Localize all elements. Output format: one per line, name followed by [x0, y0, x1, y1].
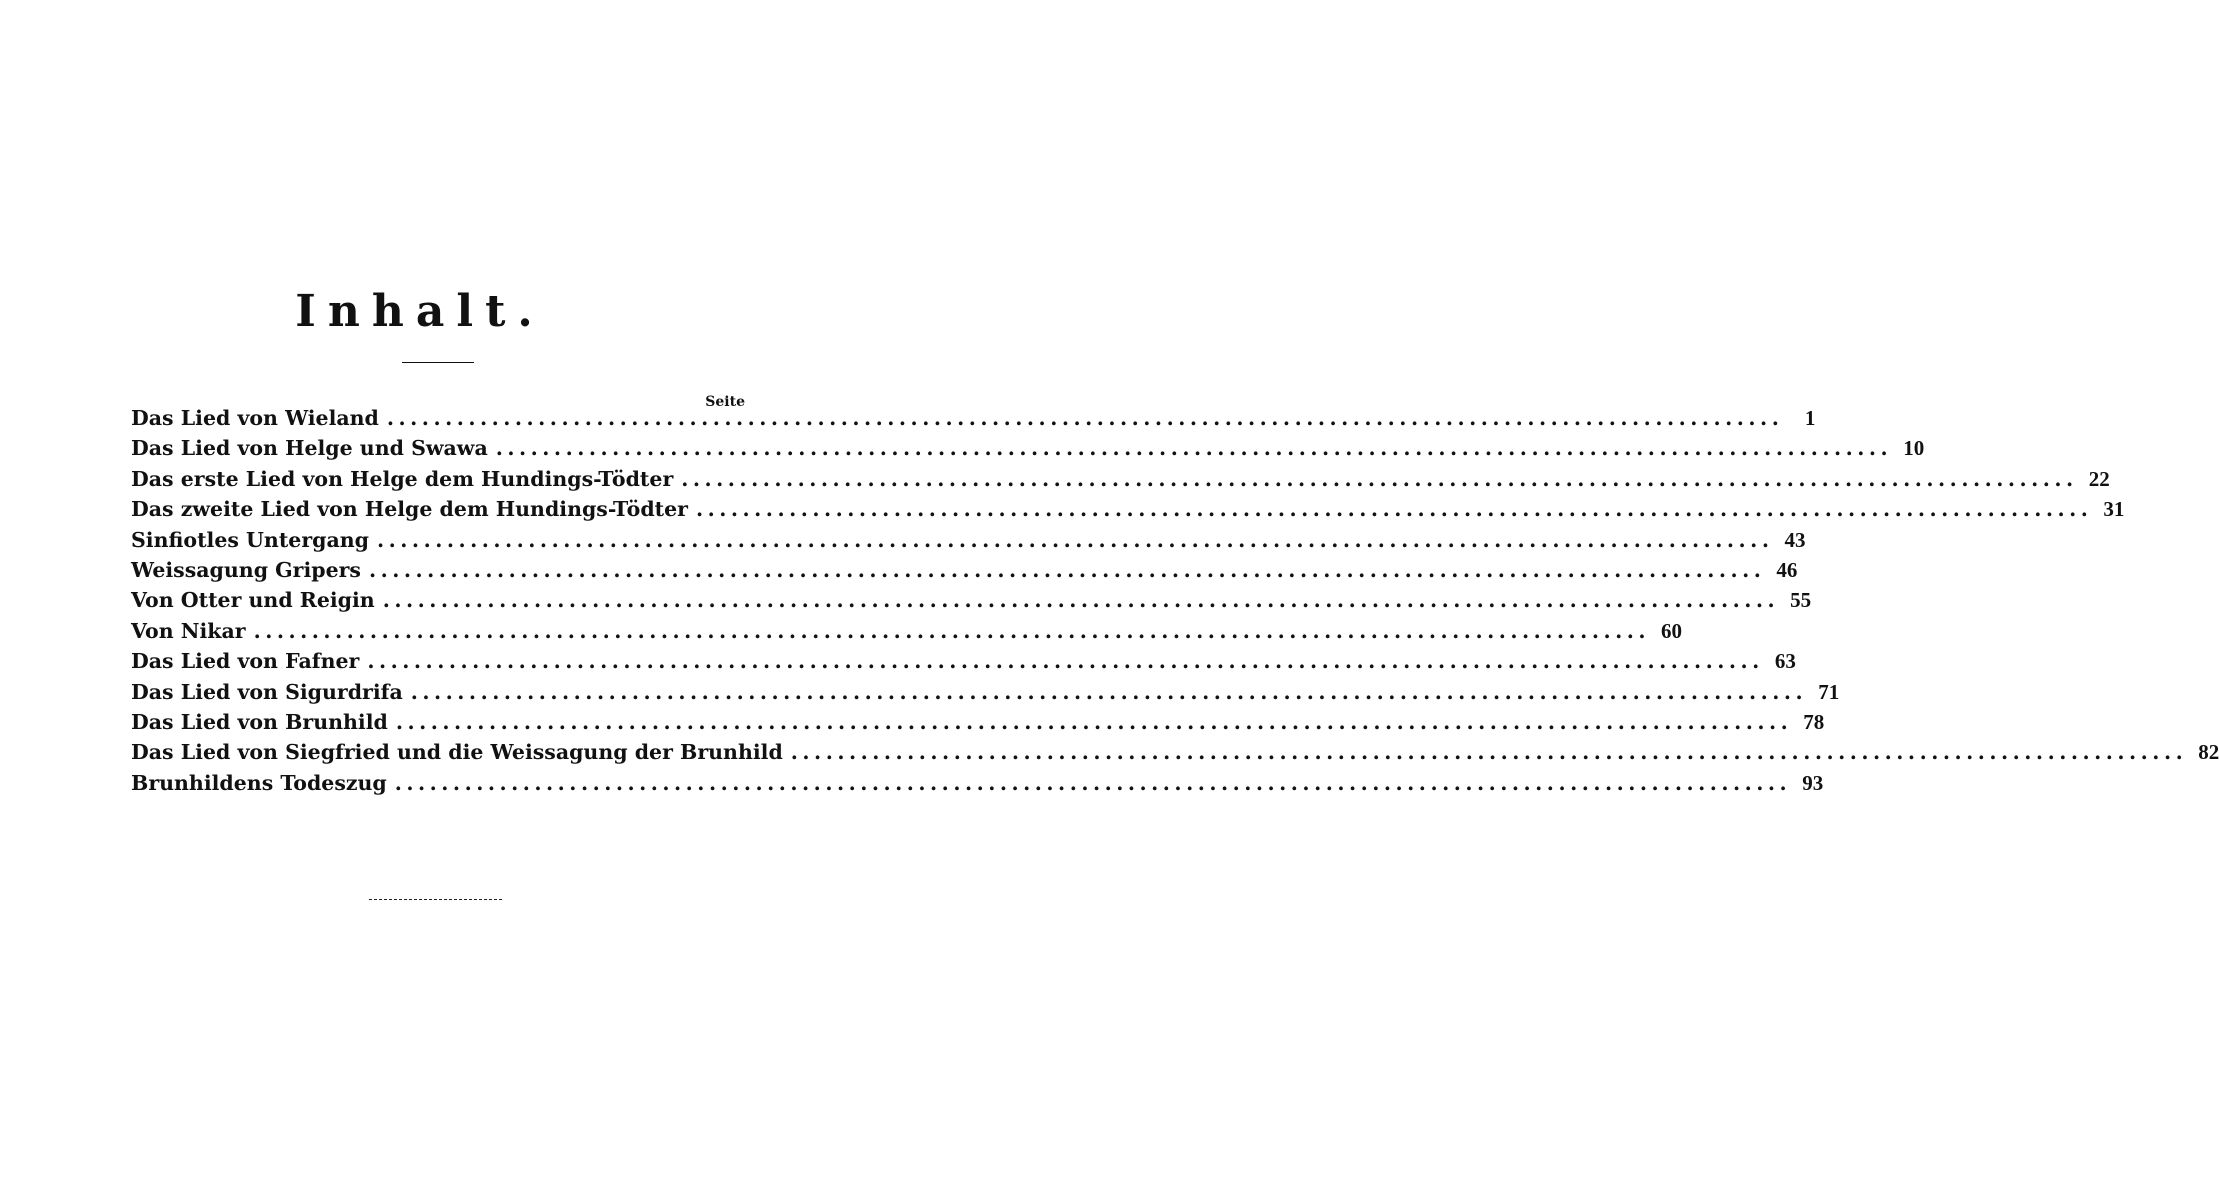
toc-leader-dots: ........................................................................................................................: [382, 588, 1780, 613]
toc-entry-page: 55: [1790, 588, 1812, 613]
toc-entry-title: Das erste Lied von Helge dem Hundings-Tödter: [131, 466, 674, 491]
toc-entry-title: Weissagung Gripers: [131, 557, 361, 582]
toc-leader-dots: ........................................................................................................................: [790, 740, 2188, 765]
closing-divider: [369, 899, 502, 900]
toc-entry-page: 43: [1784, 527, 1806, 552]
toc-leader-dots: ........................................................................................................................: [495, 436, 1893, 461]
toc-entry: [131, 709, 1825, 740]
toc-leader-dots: ........................................................................................................................: [410, 679, 1808, 704]
toc-entry: [131, 527, 1806, 558]
toc-leader-dots: ........................................................................................................................: [253, 618, 1650, 643]
toc-entry-title: Brunhildens Todeszug: [131, 770, 387, 795]
toc-entry: [131, 649, 1796, 679]
table-of-contents: [131, 406, 2219, 801]
toc-leader-dots: ........................................................................................................................: [695, 497, 2093, 522]
toc-entry: [131, 588, 1812, 618]
toc-entry: [131, 679, 1840, 710]
title-divider: [402, 362, 474, 363]
toc-entry-title: Das Lied von Siegfried und die Weissagung der Brunhild: [131, 740, 783, 765]
page-column-label: Seite: [705, 394, 745, 410]
toc-entry-page: 10: [1903, 436, 1925, 461]
toc-entry-title: Das Lied von Sigurdrifa: [131, 679, 403, 704]
toc-entry: [131, 497, 2125, 527]
toc-entry-page: 46: [1776, 557, 1798, 582]
toc-entry-title: Das Lied von Helge und Swawa: [131, 436, 488, 461]
toc-entry-page: 82: [2198, 740, 2219, 765]
toc-entry: [131, 466, 2110, 497]
toc-entry-page: 31: [2103, 497, 2125, 522]
toc-entry: [131, 557, 1798, 588]
toc-entry-title: Das Lied von Brunhild: [131, 709, 388, 734]
toc-entry: [131, 436, 1925, 466]
toc-entry-page: 78: [1803, 709, 1825, 734]
toc-entry: [131, 406, 1816, 436]
toc-entry: [131, 618, 1682, 649]
toc-leader-dots: ........................................................................................................................: [681, 466, 2078, 491]
toc-entry-title: Das Lied von Fafner: [131, 649, 360, 674]
toc-entry-page: 63: [1774, 649, 1796, 674]
toc-leader-dots: ........................................................................................................................: [386, 406, 1784, 430]
toc-entry-page: 71: [1818, 679, 1840, 704]
toc-entry-title: Von Nikar: [131, 618, 246, 643]
toc-leader-dots: ........................................................................................................................: [377, 527, 1774, 552]
toc-entry-page: 93: [1802, 770, 1824, 795]
toc-entry-title: Das zweite Lied von Helge dem Hundings-Tödter: [131, 497, 688, 522]
toc-entry-title: Sinfiotles Untergang: [131, 527, 370, 552]
toc-entry-page: 1: [1804, 406, 1816, 430]
toc-leader-dots: ........................................................................................................................: [394, 770, 1792, 795]
toc-leader-dots: ........................................................................................................................: [368, 557, 1766, 582]
toc-entry-title: Von Otter und Reigin: [131, 588, 375, 613]
toc-entry: [131, 770, 1824, 801]
toc-entry-page: 22: [2088, 466, 2110, 491]
toc-leader-dots: ........................................................................................................................: [395, 709, 1793, 734]
toc-entry: [131, 740, 2219, 770]
toc-entry-title: Das Lied von Wieland: [131, 406, 379, 430]
page-title: Inhalt.: [295, 286, 545, 337]
toc-leader-dots: ........................................................................................................................: [367, 649, 1764, 674]
toc-entry-page: 60: [1661, 618, 1682, 643]
